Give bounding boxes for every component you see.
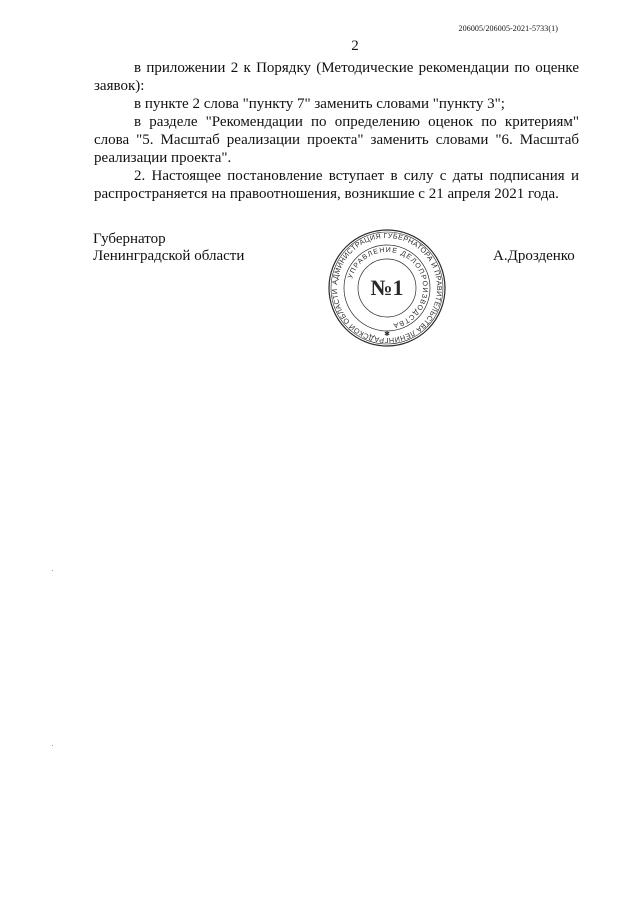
signatory-position: Губернатор [93, 231, 166, 247]
scan-speck [52, 570, 53, 571]
document-body [94, 59, 579, 203]
paragraph-effective-date: 2. Настоящее постановление вступает в силу с даты подписания и распространяется на правоотношения, возникшие с 21 апреля 2021 года. [94, 168, 579, 202]
seal-inner-text: УПРАВЛЕНИЕ ДЕЛОПРОИЗВОДСТВА [347, 246, 429, 329]
signatory-title [93, 231, 244, 265]
official-seal-stamp [327, 228, 447, 348]
paragraph-appendix: в приложении 2 к Порядку (Методические рекомендации по оценке заявок): [94, 60, 579, 94]
seal-center-number: №1 [370, 275, 404, 300]
document-id: 206005/206005-2021-5733(1) [458, 24, 558, 33]
page-number: 2 [351, 38, 359, 54]
scan-speck [52, 745, 53, 746]
seal-star-icon: ✱ [384, 330, 390, 338]
paragraph-section: в разделе "Рекомендации по определению оценок по критериям" слова "5. Масштаб реализации проекта" заменить словами "6. Масштаб реализации проекта". [94, 114, 579, 166]
paragraph-point-2: в пункте 2 слова "пункту 7" заменить словами "пункту 3"; [134, 96, 505, 112]
signatory-region: Ленинградской области [93, 248, 245, 264]
seal-outer-text: АДМИНИСТРАЦИЯ ГУБЕРНАТОРА И ПРАВИТЕЛЬСТВА ЛЕНИНГРАДСКОЙ ОБЛАСТИ [329, 230, 445, 346]
signatory-name: А.Дрозденко [493, 248, 575, 264]
